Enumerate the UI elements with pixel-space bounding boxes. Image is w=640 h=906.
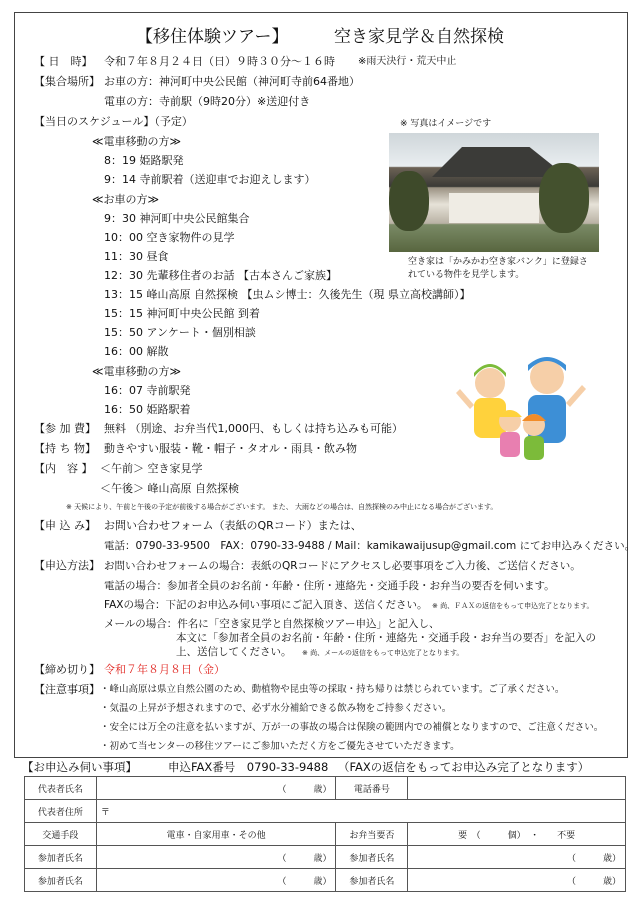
schedule-item: 13：15 峰山高原 自然探検 【虫ムシ博士：久後先生（現 県立高校講師）】	[104, 288, 471, 301]
form-fax-number: 申込FAX番号 0790-33-9488	[168, 760, 329, 774]
date-value: 令和７年８月２４日（日）９時３０分～１６時	[104, 55, 335, 68]
schedule-item: 12：30 先輩移住者のお話 【古本さんご家族】	[104, 269, 337, 282]
schedule-item: 15：15 神河町中央公民館 到着	[104, 307, 260, 320]
meeting-train: 電車の方：寺前駅（9時20分）※送迎付き	[104, 95, 311, 108]
date-label: 【 日 時】	[34, 55, 93, 68]
form-row	[25, 846, 626, 869]
page-title	[0, 22, 640, 47]
application-form	[24, 776, 626, 892]
date-note: ※雨天決行・荒天中止	[358, 56, 457, 67]
form-head: 【お申込み伺い事項】	[22, 760, 137, 774]
apply-line1: お問い合わせフォーム（表紙のQRコード）または、	[104, 519, 362, 532]
note-item: ・気温の上昇が予想されますので、必ず水分補給できる飲み物をご持参ください。	[100, 703, 452, 714]
schedule-item: 9：14 寺前駅着（送迎車でお迎えします）	[104, 173, 316, 186]
method-mail-line1: メールの場合：件名に「空き家見学と自然探検ツアー申込」と記入し、	[104, 618, 440, 630]
participant-label: 参加者氏名	[25, 869, 97, 892]
schedule-train-head: ≪電車移動の方≫	[92, 135, 182, 148]
items-value: 動きやすい服装・靴・帽子・タオル・雨具・飲み物	[104, 442, 357, 455]
content-note: ※ 天候により、午前と午後の予定が前後する場合がございます。 また、 大雨などの場合は、自然探検のみ中止になる場合がございます。	[66, 503, 498, 511]
phone-label: 電話番号	[336, 777, 408, 800]
address-label: 代表者住所	[25, 800, 97, 823]
method-fax: FAXの場合：下記のお申込み伺い事項にご記入頂き、送信ください。	[104, 599, 428, 611]
apply-label: 【申 込 み】	[34, 519, 96, 532]
schedule-item: 8：19 姫路駅発	[104, 154, 184, 167]
deadline-value: 令和７年８月８日（金）	[104, 663, 225, 676]
content-label: 【内 容 】	[34, 462, 93, 475]
content-pm: ＜午後＞ 峰山高原 自然探検	[100, 482, 239, 495]
photo-caption-line1: 空き家は「かみかわ空き家バンク」に登録さ	[408, 257, 588, 267]
bento-label: お弁当要否	[336, 823, 408, 846]
note-item: ・安全には万全の注意を払いますが、万が一の事故の場合は保険の範囲内での補償となりますので、ご注意ください。	[100, 722, 604, 733]
method-phone: 電話の場合：参加者全員のお名前・年齢・住所・連絡先・交通手段・お弁当の要否を伺います。	[104, 580, 555, 592]
transport-label: 交通手段	[25, 823, 97, 846]
form-row	[25, 800, 626, 823]
method-mail-line2: 本文に「参加者全員のお名前・年齢・住所・連絡先・交通手段・お弁当の要否」を記入の	[176, 632, 596, 644]
title-main: 空き家見学＆自然探検	[333, 27, 504, 47]
participant-label: 参加者氏名	[336, 846, 408, 869]
content-am: ＜午前＞ 空き家見学	[100, 462, 203, 475]
photo-caption-line2: れている物件を見学します。	[408, 270, 525, 280]
method-mail-line3: 上、送信してください。	[176, 646, 292, 658]
notes-label: 【注意事項】	[34, 683, 100, 696]
schedule-return-head: ≪電車移動の方≫	[92, 365, 182, 378]
note-item: ・初めて当センターの移住ツアーにご参加いただく方をご優先させていただきます。	[100, 741, 460, 752]
schedule-item: 15：50 アンケート・個別相談	[104, 326, 256, 339]
schedule-label: 【当日のスケジュール】（予定）	[34, 115, 193, 128]
participant-age[interactable]: （ 歳）	[96, 846, 336, 869]
form-row	[25, 823, 626, 846]
family-illustration	[452, 355, 592, 465]
method-mail-note: ※ 尚、メールの返信をもって申込完了となります。	[302, 649, 464, 657]
deadline-label: 【締め切り】	[34, 663, 100, 676]
form-fax-note: （FAXの返信をもってお申込み完了となります）	[338, 760, 590, 774]
fee-label: 【参 加 費】	[34, 422, 96, 435]
bento-options[interactable]: 要 （ 個） ・ 不要	[408, 823, 626, 846]
schedule-item: 16：07 寺前駅発	[104, 384, 191, 397]
schedule-item: 16：00 解散	[104, 345, 169, 358]
apply-line2: 電話：0790-33-9500 FAX：0790-33-9488 / Mail：kamikawaijusup@gmail.com にてお申込みください。	[104, 540, 636, 552]
photo-note: ※ 写真はイメージです	[400, 119, 492, 129]
method-label: 【申込方法】	[34, 559, 100, 572]
participant-label: 参加者氏名	[336, 869, 408, 892]
schedule-item: 10：00 空き家物件の見学	[104, 231, 235, 244]
method-form: お問い合わせフォームの場合：表紙のQRコードにアクセスし必要事項をご入力後、ご送信ください。	[104, 560, 581, 572]
transport-options[interactable]: 電車・自家用車・その他	[96, 823, 336, 846]
participant-age[interactable]: （ 歳）	[408, 869, 626, 892]
meeting-label: 【集合場所】	[34, 75, 100, 88]
rep-name-age[interactable]: （ 歳）	[96, 777, 336, 800]
method-fax-note: ※ 尚、ＦＡＸの返信をもって申込完了となります。	[432, 602, 594, 610]
participant-age[interactable]: （ 歳）	[96, 869, 336, 892]
phone-field[interactable]	[408, 777, 626, 800]
fee-value: 無料 （別途、お弁当代1,000円、もしくは持ち込みも可能）	[104, 422, 403, 435]
rep-name-label: 代表者氏名	[25, 777, 97, 800]
address-field[interactable]: 〒	[96, 800, 625, 823]
form-row	[25, 869, 626, 892]
participant-age[interactable]: （ 歳）	[408, 846, 626, 869]
schedule-item: 9：30 神河町中央公民館集合	[104, 212, 250, 225]
schedule-item: 11：30 昼食	[104, 250, 169, 263]
house-photo	[389, 133, 599, 252]
items-label: 【持 ち 物】	[34, 442, 96, 455]
title-bracket: 【移住体験ツアー】	[136, 27, 289, 47]
note-item: ・峰山高原は県立自然公園のため、動植物や昆虫等の採取・持ち帰りは禁じられています。ご了承ください。	[100, 684, 565, 695]
participant-label: 参加者氏名	[25, 846, 97, 869]
schedule-car-head: ≪お車の方≫	[92, 193, 160, 206]
schedule-item: 16：50 姫路駅着	[104, 403, 191, 416]
meeting-car: お車の方：神河町中央公民館（神河町寺前64番地）	[104, 75, 360, 88]
form-row	[25, 777, 626, 800]
